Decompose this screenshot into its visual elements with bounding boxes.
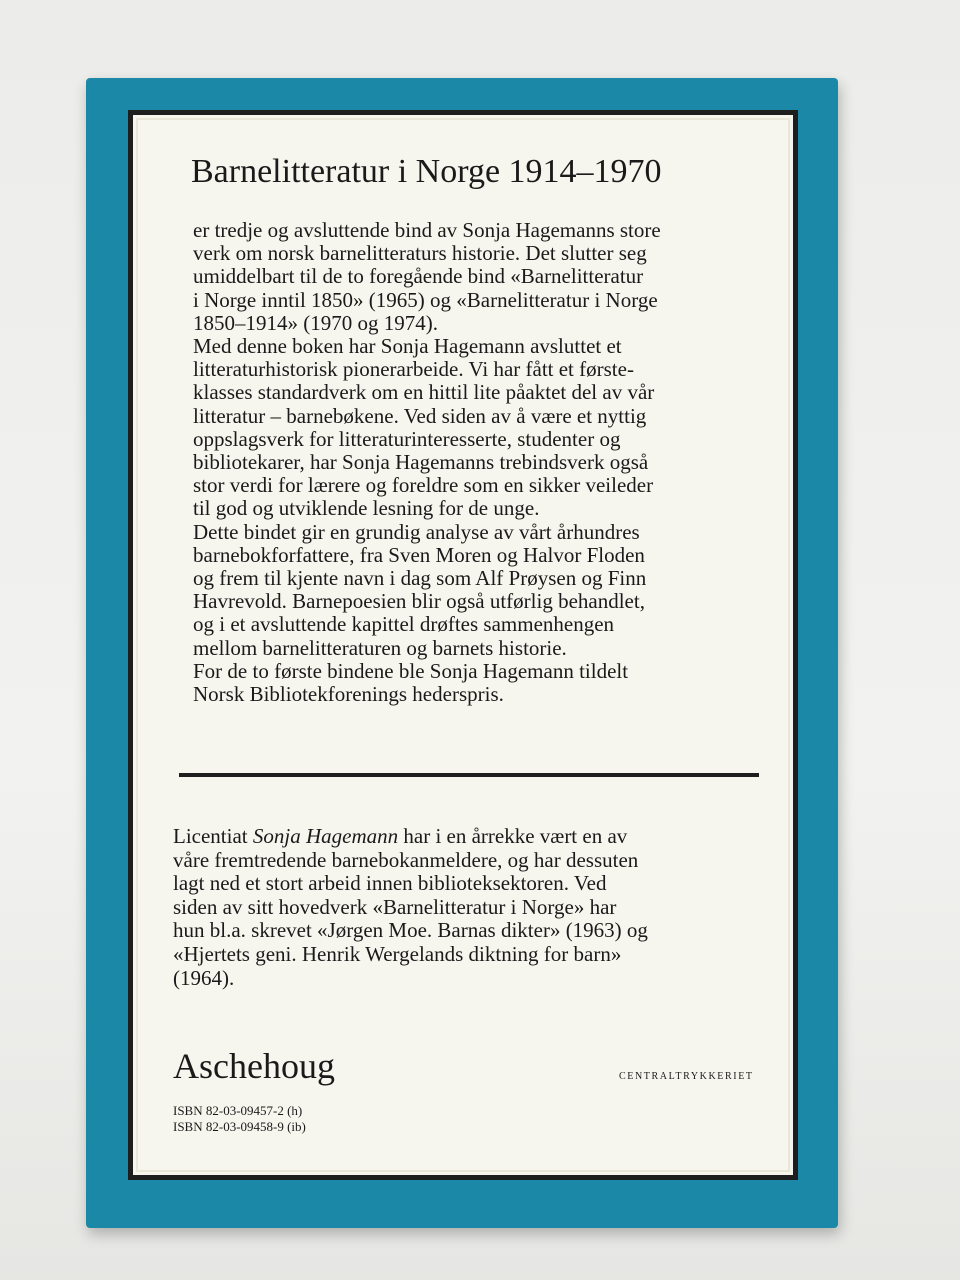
description-line: oppslagsverk for litteraturinteresserte, studenter og <box>193 426 621 451</box>
description-line: i Norge inntil 1850» (1965) og «Barnelitteratur i Norge <box>193 287 658 312</box>
author-bio-line <box>173 825 773 849</box>
author-bio-line: (1964). <box>173 965 235 990</box>
publisher-name: Aschehoug <box>173 1046 335 1086</box>
bio-prefix: Licentiat <box>173 824 253 848</box>
description-line: verk om norsk barnelitteraturs historie. Det slutter seg <box>193 241 647 266</box>
book-back-cover <box>86 78 838 1228</box>
description-line: Norsk Bibliotekforenings hederspris. <box>193 682 504 707</box>
bio-suffix: har i en årrekke vært en av <box>398 824 628 848</box>
text-panel <box>128 110 798 1180</box>
description-line: og frem til kjente navn i dag som Alf Prøysen og Finn <box>193 566 647 591</box>
description-line: stor verdi for lærere og foreldre som en sikker veileder <box>193 473 654 498</box>
description-line: til god og utviklende lesning for de unge. <box>193 496 540 521</box>
description-line: umiddelbart til de to foregående bind «Barnelitteratur <box>193 264 644 289</box>
description-line: litteratur – barnebøkene. Ved siden av å være et nyttig <box>193 403 647 428</box>
isbn-line: ISBN 82-03-09457-2 (h) <box>173 1103 303 1118</box>
description-line: og i et avsluttende kapittel drøftes sammenhengen <box>193 612 615 637</box>
author-name: Sonja Hagemann <box>252 824 399 848</box>
author-bio-line: våre fremtredende barnebokanmeldere, og har dessuten <box>173 847 639 872</box>
description-line: Dette bindet gir en grundig analyse av vårt århundres <box>193 519 640 544</box>
author-bio <box>173 825 773 990</box>
description-line: Med denne boken har Sonja Hagemann avsluttet et <box>193 334 622 359</box>
isbn-line: ISBN 82-03-09458-9 (ib) <box>173 1119 306 1134</box>
book-description <box>193 219 773 706</box>
book-title: Barnelitteratur i Norge 1914–1970 <box>191 153 662 190</box>
description-line: litteraturhistorisk pionerarbeide. Vi har fått et første- <box>193 357 634 382</box>
description-line: klasses standardverk om en hittil lite påaktet del av vår <box>193 380 655 405</box>
description-line: barnebokforfattere, fra Sven Moren og Halvor Floden <box>193 542 645 567</box>
description-line: bibliotekarer, har Sonja Hagemanns trebindsverk også <box>193 450 649 475</box>
description-line: er tredje og avsluttende bind av Sonja Hagemanns store <box>193 218 661 242</box>
author-bio-line: «Hjertets geni. Henrik Wergelands diktning for barn» <box>173 941 622 966</box>
author-bio-line: lagt ned et stort arbeid innen biblioteksektoren. Ved <box>173 871 607 896</box>
author-bio-line: hun bl.a. skrevet «Jørgen Moe. Barnas dikter» (1963) og <box>173 918 648 943</box>
author-bio-line: siden av sitt hovedverk «Barnelitteratur i Norge» har <box>173 894 617 919</box>
printer-name: CENTRALTRYKKERIET <box>619 1071 754 1082</box>
description-line: 1850–1914» (1970 og 1974). <box>193 310 438 335</box>
isbn-block <box>173 1103 306 1135</box>
description-line: Havrevold. Barnepoesien blir også utførlig behandlet, <box>193 589 645 614</box>
section-divider <box>179 773 759 777</box>
description-line: For de to første bindene ble Sonja Hagemann tildelt <box>193 658 629 683</box>
description-line: mellom barnelitteraturen og barnets historie. <box>193 635 567 660</box>
